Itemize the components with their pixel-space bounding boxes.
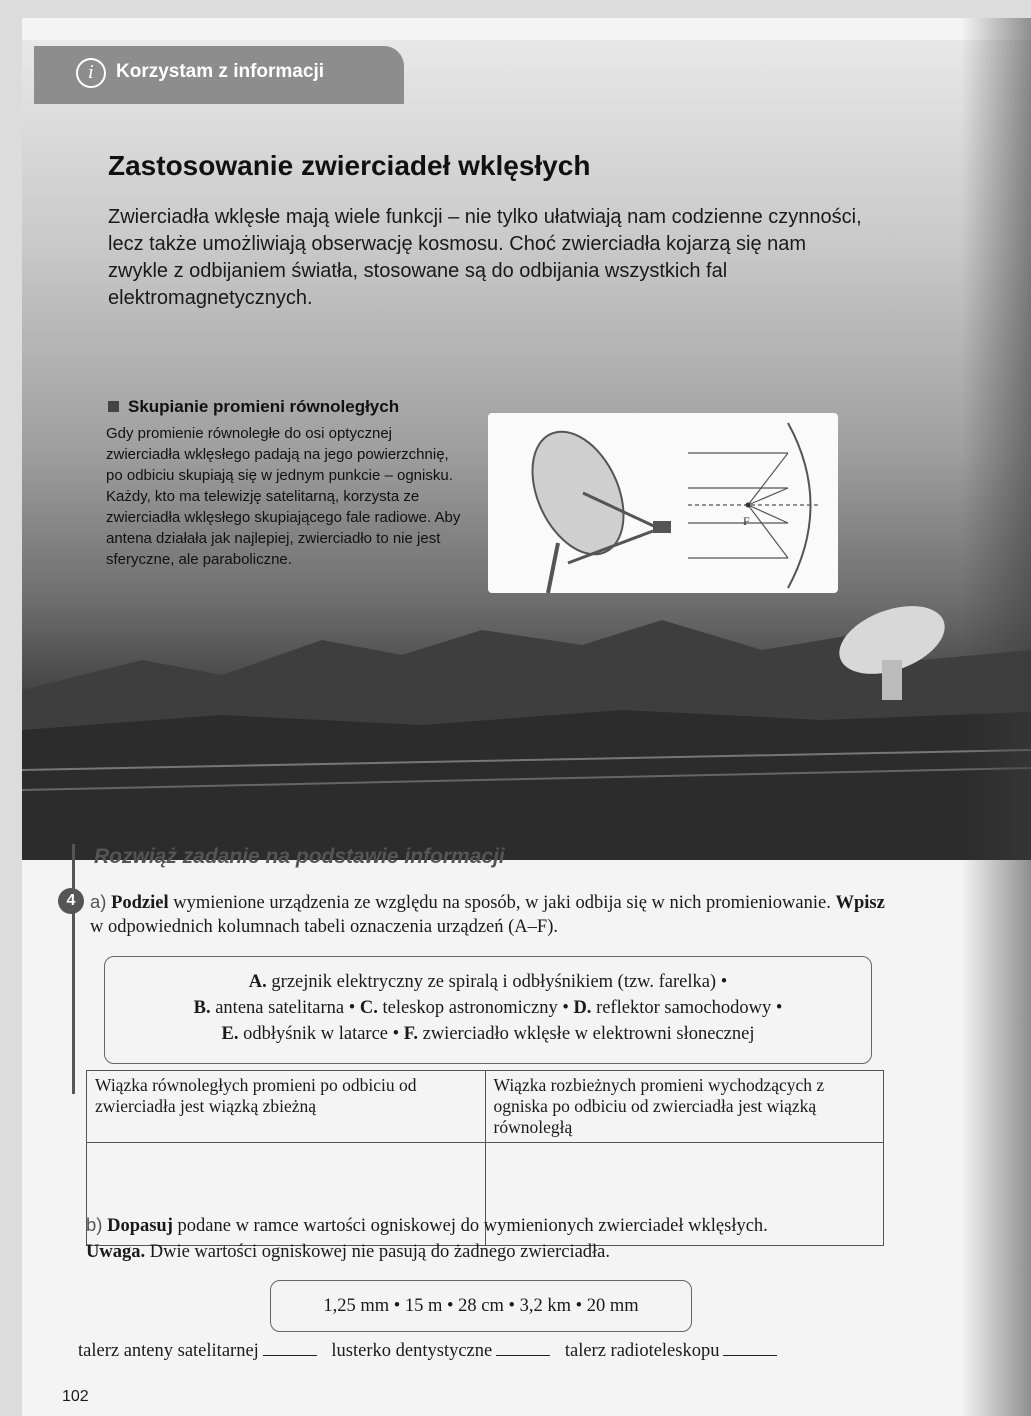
table-header-row <box>87 1071 884 1143</box>
item-b-code: B. <box>193 998 211 1018</box>
item-f-code: F. <box>403 1024 418 1044</box>
task-a-instructions <box>90 890 890 939</box>
blank-dental[interactable] <box>496 1355 550 1356</box>
task-bar <box>72 844 75 1094</box>
task-a-text1: wymienione urządzenia ze względu na sposób, w jaki odbija się w nich promieniowanie. <box>168 893 836 913</box>
focus-label: F <box>743 514 750 528</box>
mirror-diagram <box>488 413 838 593</box>
item-b-text: antena satelitarna <box>210 998 345 1018</box>
value-2: 15 m <box>404 1296 443 1316</box>
section-heading: Skupianie promieni równoległych <box>128 397 400 416</box>
task-heading: Rozwiąż zadanie na podstawie informacji <box>94 845 505 868</box>
verb-podziel: Podziel <box>111 893 169 913</box>
note-label: Uwaga. <box>86 1242 146 1262</box>
item-e-code: E. <box>221 1024 239 1044</box>
devices-box: A. grzejnik elektryczny ze spiralą i odbłyśnikiem (tzw. farelka) • B. antena satelitarna • C. teleskop astronomiczny • D. reflektor samochodowy • E. odbłyśnik w latarce • F. zwierciadło wklęsłe w elektrowni słonecznej <box>104 956 872 1064</box>
blank-antenna[interactable] <box>263 1355 317 1356</box>
verb-dopasuj: Dopasuj <box>107 1216 173 1236</box>
page-edge-shadow <box>961 18 1031 1416</box>
col-converging-header: Wiązka równoległych promieni po odbiciu od zwierciadła jest wiązką zbieżną <box>87 1071 486 1143</box>
task-b-text2: Dwie wartości ogniskowej nie pasują do żadnego zwierciadła. <box>145 1242 611 1262</box>
blank-label-radiotelescope: talerz radioteleskopu <box>564 1341 720 1361</box>
bullet-square-icon <box>108 401 119 412</box>
item-a-text: grzejnik elektryczny ze spiralą i odbłyśnikiem (tzw. farelka) <box>266 972 717 992</box>
value-3: 28 cm <box>458 1296 504 1316</box>
textbook-page <box>22 18 1031 1416</box>
fill-in-line <box>78 1341 898 1362</box>
mountain-landscape <box>22 600 1031 860</box>
task-number-badge: 4 <box>58 888 84 914</box>
item-c-text: teleskop astronomiczny <box>377 998 558 1018</box>
verb-wpisz: Wpisz <box>835 893 885 913</box>
col-parallel-header: Wiązka rozbieżnych promieni wychodzących z ogniska po odbiciu od zwierciadła jest wiązką równoległą <box>485 1071 884 1143</box>
section-body: Gdy promienie równoległe do osi optycznej zwierciadła wklęsłego padają na jego powierzchnię, po odbiciu skupiają się w jednym punkcie – ognisku. Każdy, kto ma telewizję satelitarną, korzysta ze zwierciadła wklęsłego skupiającego fale radiowe. Aby antena działała jak najlepiej, zwierciadło to nie jest sferyczne, ale paraboliczne. <box>106 425 461 568</box>
task-a-text2: w odpowiednich kolumnach tabeli oznaczenia urządzeń (A–F). <box>90 917 558 937</box>
focal-values-box: 1,25 mm • 15 m • 28 cm • 3,2 km • 20 mm <box>270 1280 692 1332</box>
item-c-code: C. <box>359 998 378 1018</box>
tab-label: Korzystam z informacji <box>116 61 324 82</box>
value-1: 1,25 mm <box>323 1296 390 1316</box>
blank-label-dental: lusterko dentystyczne <box>331 1341 493 1361</box>
blank-label-antenna: talerz anteny satelitarnej <box>78 1341 259 1361</box>
blank-radiotelescope[interactable] <box>723 1355 777 1356</box>
value-4: 3,2 km <box>519 1296 571 1316</box>
item-f-text: zwierciadło wklęsłe w elektrowni słonecznej <box>417 1024 755 1044</box>
page-number: 102 <box>62 1388 89 1405</box>
article-title: Zastosowanie zwierciadeł wklęsłych <box>108 150 591 181</box>
part-a-letter: a) <box>90 891 107 912</box>
item-d-code: D. <box>573 998 592 1018</box>
parabolic-mirror-diagram <box>488 413 838 593</box>
article-intro: Zwierciadła wklęsłe mają wiele funkcji – nie tylko ułatwiają nam codzienne czynności, lecz także umożliwiają obserwację kosmosu. Choć zwierciadła kojarzą się nam zwykle z odbijaniem światła, stosowane są do odbijania wszystkich fal elektromagnetycznych. <box>108 206 862 309</box>
task-b-instructions <box>86 1212 906 1265</box>
item-a-code: A. <box>248 972 267 992</box>
part-b-letter: b) <box>86 1214 103 1235</box>
info-icon: i <box>76 58 106 88</box>
value-5: 20 mm <box>586 1296 639 1316</box>
task-b-text1: podane w ramce wartości ogniskowej do wymienionych zwierciadeł wklęsłych. <box>172 1216 768 1236</box>
item-e-text: odbłyśnik w latarce <box>238 1024 389 1044</box>
item-d-text: reflektor samochodowy <box>591 998 772 1018</box>
